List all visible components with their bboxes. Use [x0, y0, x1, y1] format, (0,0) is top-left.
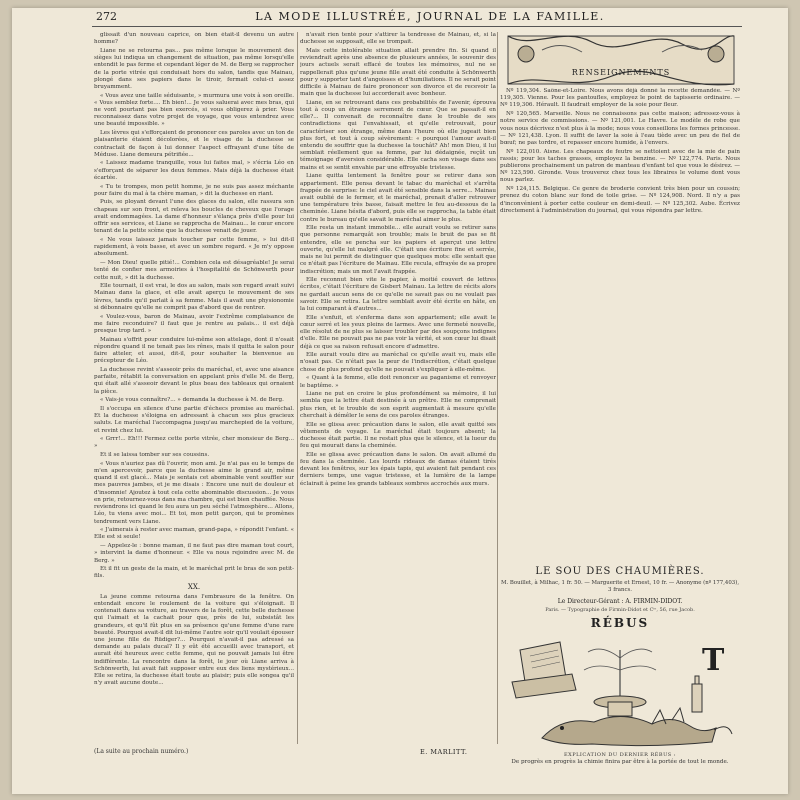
paragraph: — Mon Dieu! quelle pitié!... Combien cela est désagréable! Je serai tenté de confier mes armoiries à l'hospitalité de Schönwerth pour cette nuit, » dit la duchesse. — [94, 260, 294, 281]
dragon-icon — [542, 708, 732, 746]
paragraph: Nº 124,115. Belgique. Ce genre de broderie convient très bien pour un coussin; prenez du coton blanc sur fond de toile grise. — Nº 124,908. Nord. Il n'y a pas d'inconvénient à porter cette couleur en demi-deuil. — Nº 125,302. Aube. Écrivez directement à l'administration du journal, qui vous répondra par lettre. — [500, 186, 740, 214]
column-left — [94, 32, 294, 742]
imprint-line: Paris. — Typographie de Firmin-Didot et Cⁱᵉ, 56, rue Jacob. — [545, 607, 695, 613]
paragraph: Liane quitta lentement la fenêtre pour se retirer dans son appartement. Elle pensa devant le tabac du maréchal et s'arrêta frappée de surprise: le ciel avait été sensible dans la serre... Mainau avait oublié de le fermer, et le maréchal, prenait d'aller retrouver une température très basse, faisait mettre le feu au-dessous de la cheminée. Liane hésita d'abord, puis elle se rapprocha, la table était contre le bureau qu'elle savait le maréchal aimer le plus. — [300, 173, 496, 223]
paragraph: Elle se glissa avec précaution dans le salon, elle avait quitté ses vêtements de voyage. Le maréchal était toujours absent; la duchesse était partie. Il ne restait plus que le silence, et la lueur du feu qui mourait dans la cheminée. — [300, 421, 496, 450]
rebus-illustration — [502, 630, 738, 750]
paragraph: Mais cette intolérable situation allait prendre fin. Si quand il reviendrait après une absence de plusieurs années, le souvenir des jours actuels serait effacé de toutes les mémoires, nul ne se rappellerait plus qu'une jeune fille avait été conduite à Schönwerth pour y supporter tant d'angoisses et d'humiliations. Il ne serait point difficile à Mainau de faire prononcer son divorce et de recevoir la main que la duchesse lui accorderait avec bonheur. — [300, 47, 496, 98]
paragraph: n'avait rien tenté pour s'attirer la tendresse de Mainau, et, si la duchesse se supposait, elle se trompait. — [300, 32, 496, 46]
chapter-number: XX. — [187, 582, 201, 591]
paragraph: Elle resta un instant immobile... elle aurait voulu se retirer sans que personne remarquât son trouble; mais le bruit de pas se fit entendre, elle se pencha sur les papiers et aperçut une lettre ouverte, qu'elle lut malgré elle. C'était une écriture fine et serrée, mais ne lui permit de distinguer que quelques mots: elle sentait que ce n'était pas l'écriture de Mainau. Elle recula, effrayée de sa propre indiscrétion; mais un mot l'avait frappée. — [300, 225, 496, 275]
column-middle — [300, 32, 496, 742]
paragraph: Elle se glissa avec précaution dans le salon. On avait allumé du feu dans la cheminée. Les lourds rideaux de damas étaient tirés devant les fenêtres, sur les épais tapis, qui avaient fait pendant ces derniers temps, une vague tristesse, et la lumière de la lampe éclairait à peine les grands tableaux sombres accrochés aux murs. — [300, 451, 496, 487]
paragraph: « Grrr!... Eh!!! Fermez cette porte vitrée, cher monsieur de Berg... » — [94, 436, 294, 450]
masthead: LA MODE ILLUSTRÉE, JOURNAL DE LA FAMILLE. — [255, 10, 605, 23]
rebus-explanation-title: EXPLICATION DU DERNIER RÉBUS : — [564, 752, 676, 758]
paragraph: Elle tournait, il est vrai, le dos au salon, mais son regard avait suivi Mainau dans la glace, et elle avait aperçu le mouvement de ses lèvres, tandis qu'il parlait à sa femme. Mais il avait une physionomie si débonnaire qu'elle ne comprit pas d'abord que de rentrer. — [94, 283, 294, 311]
paragraph: Nº 119,304. Saône-et-Loire. Nous avons déjà donné la recette demandée. — Nº 119,305. Vienne. Pour les pantoufles, employez le point de tapisserie ordinaire. — Nº 119,306. Hérault. Il faudrait employer de la soie pour fleur. — [500, 88, 740, 109]
paragraph: « Vais-je vous connaître?... » demanda la duchesse à M. de Berg. — [100, 397, 284, 404]
paragraph: « J'aimerais à rester avec maman, grand-papa, » répondit l'enfant. « Elle est si seule! — [94, 527, 294, 541]
paragraph: Elle s'enfuit, et s'enferma dans son appartement; elle avait le cœur serré et les yeux pleins de larmes. Avec une fermeté nouvelle, elle résolut de ne plus se laisser troubler par des soupçons indignes d'elle. Elle ne pouvait pas ne pas voir la vérité, et son cœur lui disait déjà ce que sa raison refusait encore d'admettre. — [300, 314, 496, 350]
paragraph: Nº 122,010. Aisne. Les chapeaux de feutre se nettoient avec de la mie de pain rassis; pour les taches grasses, employez la benzine. — Nº 122,774. Paris. Nous publierons prochainement un patron de manteau d'enfant tel que vous le désirez. — Nº 123,590. Gironde. Vous trouverez chez tous les libraires le volume dont vous nous parlez. — [500, 148, 740, 184]
column-divider — [497, 32, 498, 744]
column-divider — [297, 32, 298, 744]
column-right — [500, 88, 740, 558]
paragraph: La duchesse revint s'asseoir près du maréchal, et, avec une aisance parfaite, rétablit la conversation en appelant près d'elle M. de Berg, qui était allé s'asseoir devant le plus beau des tableaux qui ornaient la pièce. — [94, 366, 294, 395]
sou-lines: M. Bouillet, à Milhac, 1 fr. 50. — Marguerite et Ernest, 10 fr. — Anonyme (nº 177,403), 3 francs. — [500, 580, 740, 593]
paragraph: « Ne vous laissez jamais toucher par cette femme, » lui dit-il rapidement, à voix basse, et avec un sombre regard. « Je m'y oppose absolument. — [94, 236, 294, 258]
page-number: 272 — [96, 10, 117, 23]
paragraph: Liane ne put en croire le plus profondément sa mémoire, il lui sembla que la lettre était destinée à un prêtre. Elle ne comprenait plus rien, et le trouble de son esprit augmentait à mesure qu'elle cherchait à démêler le sens de ces paroles étranges. — [300, 391, 496, 419]
rebus-letter: T — [702, 643, 725, 678]
paragraph: Puis, se ployant devant l'une des glaces du salon, elle rassura son chapeau sur son front, et releva les boucles de cheveux que l'orage avait endommagées. La dame d'honneur s'élança près d'elle pour lui offrir ses services, et Liane se rapprocha de Mainau... le cœur encore tenant de la petite scène que la duchesse venait de jouer. — [94, 199, 294, 235]
paragraph: « Vous n'auriez pas dû l'ouvrir, mon ami. Je n'ai pas eu le temps de m'en apercevoir, parce que la duchesse aime le grand air, même quand il est glacé... Mais je sentais cet abominable vent souffler sur mes pauvres jambes, et je me disais : Encore une nuit de douleur et d'insomnie! Ajoutez à tout cela cette abominable discussion... Je vous en prie, retournez-vous dans ma chambre, qui est bien chauffée. Nous reviendrons ici quand le feu aura un peu séché l'atmosphère... Allons, Léo, tu viens avec moi... Et toi, mon petit garçon, qui te promènes tendrement vers Liane. — [94, 460, 294, 525]
rebus-explanation — [500, 752, 740, 766]
paragraph: « Voulez-vous, baron de Mainau, avoir l'extrême complaisance de me faire reconduire? il faut que je rentre au palais... il est déjà presque trop tard. » — [94, 313, 294, 334]
plant-icon — [584, 649, 656, 716]
book-icon — [512, 642, 576, 698]
continued-note: (La suite au prochain numéro.) — [94, 748, 189, 755]
bottle-icon — [692, 676, 702, 712]
paragraph: « Vous avez une taille séduisante, » murmura une voix à son oreille. « Vous semblez forte.... Eh bien!... Je vous saluerai avec mes bras, qui ne vont pourtant pas bien exercés, si vous obligerez à prier. Vous reconnaissez dans votre projet de voyage, que vous entendrez avec une beauté impossible. » — [94, 92, 294, 128]
rebus-explanation-text: De progrès en progrès la chimie finira par être à la portée de tout le monde. — [511, 759, 729, 765]
paragraph: Liane, en se retrouvant dans ces probabilités de l'avenir, éprouva tout à coup un étrange serrement de cœur. Que se passait-il en elle?... Il convenait de reconnaître dans le trouble de ses contradictions qui l'envahissait, et qu'elle retrouvait, pour caractériser son étrange, même dans l'heure où elle jugeait bien plus fort, et tout à coup sévèrement: « pourquoi l'amour avait-il entendu de souffrir que la duchesse la touchât? Ah! mon Dieu, il lui semblait réellement que sa femme, par lui dédaignée, reçût un témoignage d'aversion considérable. Elle cacha son visage dans ses mains et se sentit envahie par une effroyable tristesse. — [300, 99, 496, 171]
paragraph: Elle reconnut bien vite le papier, à moitié couvert de lettres écrites, c'était l'écriture de Gisbert Mainau. La lettre de récits alors ne gardait aucun sens de ce qu'elle ne savait pas ou ne voulait pas savoir. Elle se retira. La lettre semblait avoir été écrite en hâte, en la lui comparant à d'autres... — [300, 277, 496, 313]
header-rule — [92, 26, 742, 27]
paragraph: glissait d'un nouveau caprice, on bien était-il devenu un autre homme? — [94, 32, 294, 46]
paragraph: Nº 120,565. Marseille. Nous ne connaissons pas cette maison; adressez-vous à notre service de commissions. — Nº 121,001. Le Havre. Le modèle de robe que vous nous décrivez n'est plus à la mode; nous vous conseillons les formes princesse. — Nº 121,438. Lyon. Il suffit de laver la soie à l'eau tiède avec un peu de fiel de bœuf; ne pas tordre, et repasser encore humide, à l'envers. — [500, 111, 740, 146]
paragraph: « Laissez madame tranquille, vous lui faites mal, » s'écria Léo en s'efforçant de séparer les deux femmes. Mais déjà la duchesse était écartée. — [94, 160, 294, 181]
paragraph: Elle aurait voulu dire au maréchal ce qu'elle avait vu, mais elle n'osait pas. Ce n'était pas la peur de l'indiscrétion, c'était quelque chose de plus profond qu'elle ne pouvait s'expliquer à elle-même. — [300, 352, 496, 373]
paragraph: « Quant à la femme, elle doit renoncer au paganisme et renvoyer le baptême. » — [300, 375, 496, 389]
banner-title: RENSEIGNEMENTS — [571, 68, 671, 77]
author-signature: E. MARLITT. — [420, 748, 468, 756]
rebus-title: RÉBUS — [590, 616, 650, 630]
director-line: Le Directeur-Gérant : A. FIRMIN-DIDOT. — [557, 598, 683, 605]
paragraph: Liane ne se retourna pas... pas même lorsque le mouvement des sièges lui indiqua un changement de situation, pas même lorsqu'elle entendit le pas ferme et cependant léger de M. de Berg se rapprocher de la porte vitrée qui conduisait hors du salon, tandis que Mainau, plongé dans ses papiers dans le tiroir, fermait celui-ci assez bruyamment. — [94, 47, 294, 90]
paragraph: Mainau s'offrit pour conduire lui-même son attelage, dont il n'osait répondre quand il ne tenait pas les rênes, mais il quitta le salon pour faire atteler, et aussi, dit-il, pour souhaiter la bienvenue au précepteur de Léo. — [94, 336, 294, 365]
paragraph: « Tu te trompes, mon petit homme, je ne suis pas assez méchante pour faire du mal à ta chère maman, » dit la duchesse en riant. — [94, 183, 294, 197]
paragraph: La jeune comme retourna dans l'embrasure de la fenêtre. On entendait encore le roulement de la voiture qui s'éloignait. Il contenait dans sa voiture, au travers de la forêt, cette belle duchesse qui l'aimait et la cachait pour que, près de lui, subsistât les grandeurs, et qu'il fût plus en sa présence qu'une femme d'une rare beauté. Pourquoi avait-il dit lui-même l'autre soir qu'il voulait épouser une jeune fille de Rüdiger?... Pourquoi n'avait-il pas adressé sa demande au palais ducal? Il y eût été accueilli avec transport, et aurait été heureux avec cette femme, qui ne pouvait jamais lui être indifférente. La rencontre dans la forêt, le jour où Liane arriva à Schönwerth, lui avait fait supposer entre eux des liens mystérieux... Elle se retira, la duchesse était toute au plaisir; puis elle songea qu'il n'y avait aucune doute... — [94, 593, 294, 687]
paragraph: Et il fit un geste de la main, et le maréchal prit le bras de son petit-fils. — [94, 566, 294, 580]
sou-title: LE SOU DES CHAUMIÈRES. — [535, 566, 705, 577]
paragraph: Et il se laissa tomber sur ses coussins. — [100, 452, 210, 459]
renseignements-banner — [502, 32, 740, 88]
paragraph: Les lèvres qui s'efforçaient de prononcer ces paroles avec un ton de plaisanterie étaient décolorées, et le visage de la duchesse se contractait de façon à lui donner l'aspect effrayant d'une tête de Méduse. Liane demeura pétrifiée... — [94, 130, 294, 158]
paragraph: — Appelez-le : bonne maman, il ne faut pas dire maman tout court, » intervint la dame d'honneur. « Elle va nous rejoindre avec M. de Berg. » — [94, 543, 294, 564]
paragraph: Il s'occupa en silence d'une partie d'échecs promise au maréchal. Et la duchesse s'éloigna en adressant à chacun ses plus gracieux saluts. Le maréchal l'accompagna jusqu'au marchepied de la voiture, et revint chez lui. — [94, 405, 294, 434]
